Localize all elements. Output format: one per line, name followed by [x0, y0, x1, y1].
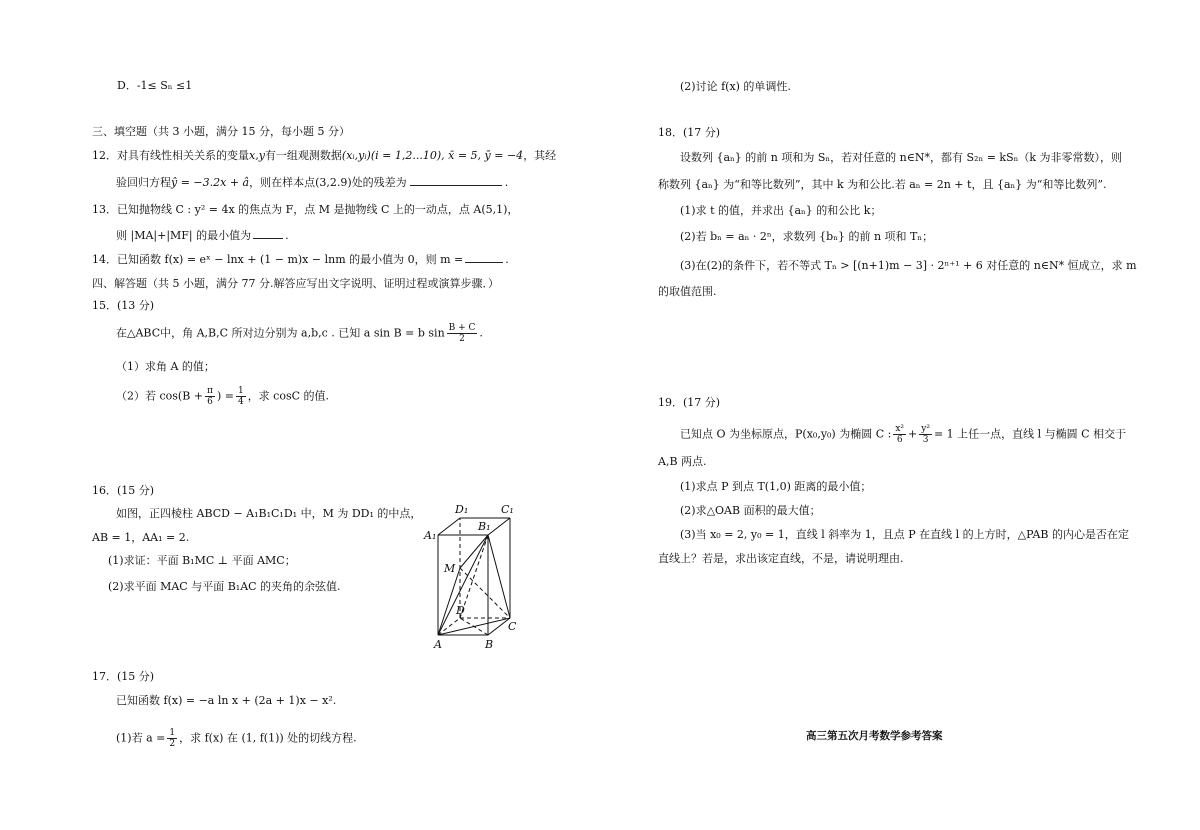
- q15-pi-den: 6: [207, 397, 213, 407]
- q12-point: (3,2.9): [315, 176, 352, 189]
- q12-data: (xᵢ,yᵢ)(i = 1,2...10), x̄ = 5, ȳ = −4: [341, 149, 524, 162]
- q14-text: 14．已知函数 f(x) = eˣ − lnx + (1 − m)x − lnm 的最小值为 0，则 m =: [92, 253, 464, 266]
- label-c: C: [508, 620, 517, 633]
- q16-head: 16．(15 分): [92, 484, 155, 497]
- q18-part2: (2)若 bₙ = aₙ · 2ⁿ，求数列 {bₙ} 的前 n 项和 Tₙ；: [680, 230, 934, 243]
- q16-part1: (1)求证：平面 B₁MC ⊥ 平面 AMC；: [108, 554, 296, 567]
- q15-pi-fraction: [205, 386, 215, 407]
- q14-answer-blank[interactable]: [465, 252, 503, 263]
- edge-d1-a1: [438, 518, 460, 535]
- q19-plus: +: [908, 427, 918, 441]
- label-b1: B₁: [478, 520, 491, 533]
- prism-figure: [418, 500, 530, 652]
- q12-text-c: ，其经: [523, 149, 557, 162]
- q19-x-den: 6: [896, 435, 903, 445]
- q19-line1: [680, 424, 1126, 445]
- q13-text-a: 则 |MA|+|MF| 的最小值为: [116, 229, 252, 242]
- option-d: D．-1≤ Sₙ ≤1: [117, 79, 193, 92]
- q12-text-g: .: [504, 176, 509, 189]
- q15-part2-b: ) =: [216, 389, 234, 403]
- q12-text-f: 处的残差为: [351, 176, 407, 189]
- q19-y-num: y²: [921, 424, 930, 434]
- q12-vars: x,y: [249, 149, 265, 162]
- q12-text-b: 有一组观测数据: [264, 149, 342, 162]
- q18-line1: 设数列 {aₙ} 的前 n 项和为 Sₙ，若对任意的 n∈N*，都有 S₂ₙ = kSₙ（k 为非零常数），则: [680, 151, 1123, 164]
- q17-line1: 已知函数 f(x) = −a ln x + (2a + 1)x − x².: [116, 694, 337, 707]
- q15-text-b: .: [479, 326, 483, 340]
- q15-line1: [116, 323, 483, 344]
- section3-title: 三、填空题（共 3 小题，满分 15 分，每小题 5 分）: [92, 125, 350, 138]
- q15-text-a: 在△ABC中，角 A,B,C 所对边分别为 a,b,c . 已知 a sin B = b sin: [116, 326, 445, 340]
- q18-head: 18．(17 分): [658, 126, 721, 139]
- q15-quarter-num: 1: [237, 386, 244, 396]
- q12-equation: ŷ = −3.2x + â: [171, 176, 250, 189]
- q17-part1-a: (1)若 a =: [116, 731, 166, 745]
- q13-line2: [116, 228, 289, 243]
- q12-line2: [116, 175, 508, 190]
- q19-x-num: x²: [895, 424, 905, 434]
- q19-part3b: 直线上？若是，求出该定直线，不是，请说明理由.: [658, 552, 904, 565]
- q17-part2: (2)讨论 f(x) 的单调性.: [680, 80, 791, 93]
- q15-quarter-fraction: [236, 386, 246, 407]
- q17-part1: [116, 728, 357, 749]
- q15-part2-a: （2）若 cos(B +: [116, 389, 204, 403]
- q17-head: 17．(15 分): [92, 670, 155, 683]
- q16-part2: (2)求平面 MAC 与平面 B₁AC 的夹角的余弦值.: [108, 580, 341, 593]
- q19-y-fraction: [919, 424, 932, 445]
- line-b-d: [460, 618, 488, 635]
- line-b1-c: [488, 535, 510, 618]
- q19-x-fraction: [893, 424, 906, 445]
- section4-title: 四、解答题（共 5 小题，满分 77 分.解答应写出文字说明、证明过程或演算步骤．）: [92, 277, 499, 290]
- q12-line1: [92, 149, 556, 163]
- q13-line1: 13．已知抛物线 C : y² = 4x 的焦点为 F，点 M 是抛物线 C 上的一动点，点 A(5,1)，: [92, 203, 519, 216]
- q17-a-num: 1: [169, 728, 176, 738]
- q19-part1: (1)求点 P 到点 T(1,0) 距离的最小值；: [680, 480, 872, 493]
- q17-a-den: 2: [169, 739, 176, 749]
- q18-line2: 称数列 {aₙ} 为“和等比数列”，其中 k 为和公比.若 aₙ = 2n + t，且 {aₙ} 为“和等比数列”.: [658, 178, 1107, 191]
- q19-y-den: 3: [922, 435, 929, 445]
- q16-line2: AB = 1，AA₁ = 2.: [92, 531, 190, 544]
- label-m: M: [444, 562, 456, 575]
- label-d: D: [456, 604, 465, 617]
- q13-answer-blank[interactable]: [253, 228, 283, 239]
- q15-part2: [116, 386, 329, 407]
- line-m-a: [438, 568, 460, 635]
- q19-head: 19．(17 分): [658, 396, 721, 409]
- q15-pi-num: π: [207, 386, 213, 396]
- label-a: A: [434, 638, 442, 651]
- q15-frac-num: B + C: [448, 323, 476, 333]
- q12-text-d: 验回归方程: [116, 176, 171, 189]
- q15-quarter-den: 4: [237, 397, 244, 407]
- q15-part1: （1）求角 A 的值；: [116, 360, 215, 373]
- q14-end: .: [505, 253, 509, 266]
- edge-b1-c1: [488, 518, 510, 535]
- line-m-c: [460, 568, 510, 618]
- q17-a-fraction: [167, 728, 177, 749]
- q12-text-a: 12．对具有线性相关关系的变量: [92, 149, 249, 162]
- q17-part1-b: ，求 f(x) 在 (1, f(1)) 处的切线方程.: [179, 731, 357, 745]
- q15-frac-den: 2: [459, 334, 465, 344]
- q19-text-a: 已知点 O 为坐标原点，P(x₀,y₀) 为椭圆 C :: [680, 427, 892, 441]
- q18-part3: (3)在(2)的条件下，若不等式 Tₙ > [(n+1)m − 3] · 2ⁿ⁺¹ + 6 对任意的 n∈N* 恒成立，求 m: [680, 259, 1137, 272]
- q13-text-b: .: [285, 229, 289, 242]
- q15-fraction: [447, 323, 478, 344]
- q12-text-e: ，则在样本点: [249, 176, 316, 189]
- q18-part1: (1)求 t 的值，并求出 {aₙ} 的和公比 k；: [680, 204, 882, 217]
- q19-line2: A,B 两点.: [658, 455, 707, 468]
- label-d1: D₁: [455, 503, 469, 516]
- q15-head: 15．(13 分): [92, 299, 155, 312]
- q18-part3b: 的取值范围.: [658, 285, 717, 298]
- label-a1: A₁: [424, 529, 437, 542]
- q19-text-b: = 1 上任一点，直线 l 与椭圆 C 相交于: [933, 427, 1127, 441]
- label-b: B: [485, 638, 494, 651]
- q19-part2: (2)求△OAB 面积的最大值；: [680, 504, 821, 517]
- q15-part2-c: ，求 cosC 的值.: [247, 389, 330, 403]
- footer-title: 高三第五次月考数学参考答案: [806, 730, 943, 742]
- q12-answer-blank[interactable]: [410, 175, 502, 186]
- q14-line: [92, 252, 509, 267]
- q16-line1: 如图，正四棱柱 ABCD − A₁B₁C₁D₁ 中，M 为 DD₁ 的中点，: [116, 507, 422, 520]
- label-c1: C₁: [501, 503, 514, 516]
- q19-part3: (3)当 x₀ = 2, y₀ = 1，直线 l 斜率为 1，且点 P 在直线 l 的上方时，△PAB 的内心是否在定: [680, 528, 1130, 541]
